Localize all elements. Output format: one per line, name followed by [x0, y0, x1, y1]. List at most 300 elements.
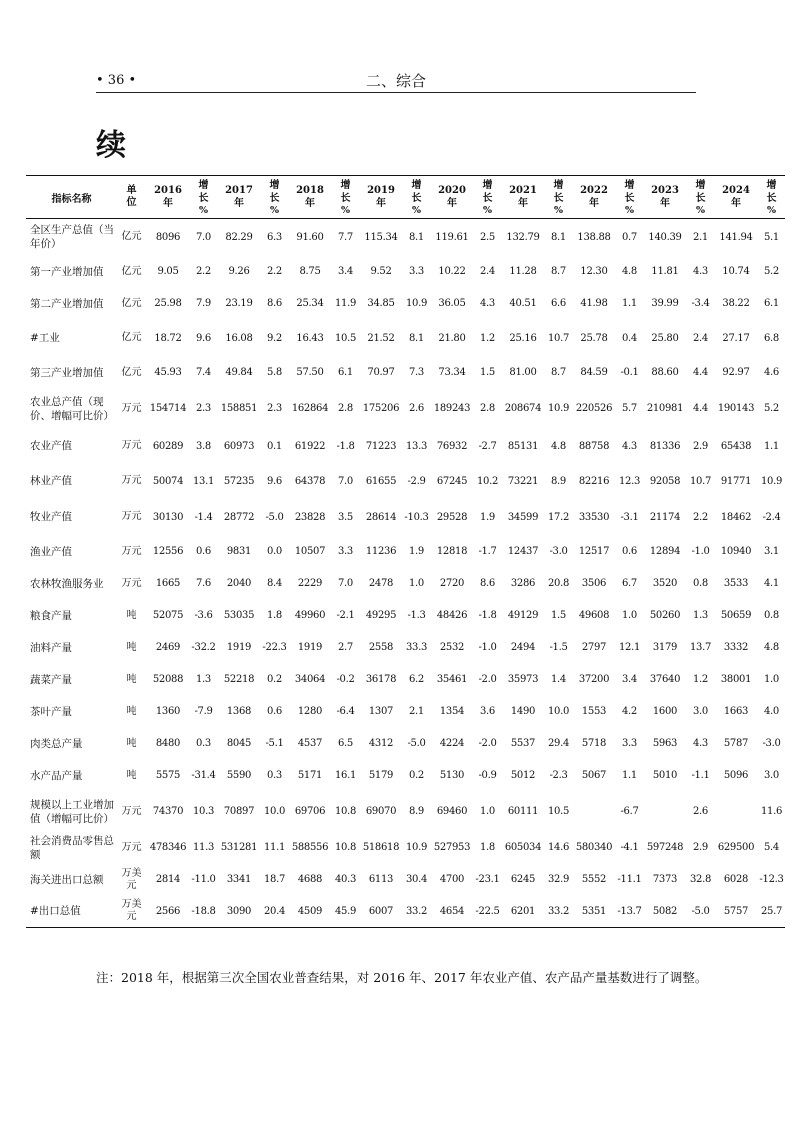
value-cell: 6245 [510, 874, 536, 885]
value-cell: 38001 [720, 674, 752, 685]
growth-cell: 10.8 [334, 842, 357, 853]
header-year: 2017 年 [217, 176, 261, 219]
growth-cell: 8.9 [550, 475, 566, 487]
unit-cell: 万元 [121, 805, 142, 817]
growth-cell: -2.0 [478, 674, 497, 685]
growth-cell: 1.3 [692, 610, 708, 621]
value-cell: 25.16 [509, 332, 537, 344]
indicator-name: 蔬菜产量 [30, 673, 72, 686]
growth-cell: 6.8 [763, 332, 779, 344]
growth-cell: 0.6 [621, 546, 637, 557]
value-cell: 39.99 [651, 298, 679, 309]
table-row [26, 499, 785, 536]
value-cell: 5590 [226, 770, 252, 781]
growth-cell: 7.3 [408, 367, 424, 378]
unit-cell: 万元 [121, 545, 142, 557]
value-cell: 92.97 [722, 367, 750, 378]
value-cell: 2558 [368, 642, 394, 653]
growth-cell: 0.3 [266, 770, 282, 781]
growth-cell: 2.3 [266, 403, 282, 414]
table-row [26, 896, 785, 928]
indicator-name: #出口总值 [26, 896, 117, 928]
growth-cell: 9.6 [195, 332, 211, 344]
unit-cell: 万元 [121, 475, 142, 486]
value-cell: 5787 [723, 738, 749, 749]
value-cell: 10.74 [722, 266, 750, 277]
value-cell: 1307 [368, 706, 394, 717]
growth-cell: -3.1 [620, 511, 639, 523]
growth-cell: 0.2 [408, 770, 424, 781]
table-row [26, 464, 785, 499]
value-cell: 141.94 [719, 231, 753, 243]
value-cell: 38.22 [722, 298, 750, 309]
growth-cell: 0.2 [266, 674, 282, 685]
growth-cell: 10.7 [689, 475, 712, 487]
growth-cell: 2.2 [266, 266, 282, 277]
growth-cell: 2.8 [479, 403, 495, 414]
growth-cell: 3.3 [337, 546, 353, 557]
growth-cell: 10.3 [192, 806, 215, 817]
value-cell: 50074 [152, 475, 184, 487]
growth-cell: 2.9 [692, 842, 708, 853]
value-cell: 1368 [226, 706, 252, 717]
table-row [26, 256, 785, 288]
table-row [26, 219, 785, 256]
growth-cell: -1.4 [194, 511, 213, 523]
growth-cell: 5.1 [763, 231, 779, 243]
value-cell: 1600 [652, 706, 678, 717]
header-rule [96, 92, 696, 93]
growth-cell: 6.2 [408, 674, 424, 685]
value-cell: 140.39 [648, 231, 682, 243]
growth-cell: 25.7 [758, 896, 785, 928]
value-cell: 2229 [297, 578, 323, 589]
value-cell: 12437 [507, 546, 539, 557]
growth-cell: -1.5 [549, 642, 568, 653]
growth-cell: 8.9 [408, 806, 424, 817]
unit-cell: 亿元 [121, 332, 142, 343]
value-cell: 41.98 [580, 298, 608, 309]
growth-cell: 45.9 [332, 896, 359, 928]
value-cell: 531281 [220, 842, 258, 853]
page-number: • 36 • [96, 73, 137, 88]
value-cell: 85131 [507, 440, 539, 452]
indicator-name: 油料产量 [30, 641, 72, 654]
unit-cell: 万元 [121, 440, 142, 451]
growth-cell: 10.0 [547, 706, 570, 717]
growth-cell: -22.5 [474, 896, 501, 928]
value-cell: 8480 [155, 738, 181, 749]
value-cell: 5130 [439, 770, 465, 781]
growth-cell: 6.7 [621, 578, 637, 589]
value-cell: 21.52 [367, 332, 395, 344]
growth-cell: 10.7 [547, 332, 570, 344]
value-cell: 36178 [365, 674, 397, 685]
growth-cell: -1.8 [336, 440, 355, 452]
value-cell: 1553 [581, 706, 607, 717]
value-cell: 629500 [717, 842, 755, 853]
value-cell: 37200 [578, 674, 610, 685]
value-cell: 2494 [510, 642, 536, 653]
growth-cell: 3.6 [479, 706, 495, 717]
growth-cell: 8.1 [408, 231, 424, 243]
value-cell: 57.50 [296, 367, 324, 378]
growth-cell: 11.9 [334, 298, 357, 309]
growth-cell: 3.8 [195, 440, 211, 452]
growth-cell: 10.9 [405, 298, 428, 309]
value-cell: 5171 [297, 770, 323, 781]
growth-cell: 10.9 [547, 403, 570, 414]
value-cell: 3520 [652, 578, 678, 589]
value-cell: 69070 [365, 806, 397, 817]
value-cell: 605034 [504, 842, 542, 853]
growth-cell: 2.4 [479, 266, 495, 277]
value-cell: 10507 [294, 546, 326, 557]
growth-cell: 5.2 [763, 266, 779, 277]
value-cell: 60111 [507, 806, 539, 817]
footnote: 注：2018 年，根据第三次全国农业普查结果，对 2016 年、2017 年农业产值、农产品产量基数进行了调整。 [96, 970, 708, 985]
growth-cell: 7.0 [195, 231, 211, 243]
growth-cell: 2.3 [195, 403, 211, 414]
table-row [26, 357, 785, 389]
value-cell: 138.88 [577, 231, 611, 243]
value-cell: 25.80 [651, 332, 679, 344]
growth-cell: 1.8 [479, 842, 495, 853]
indicator-name: #工业 [30, 332, 60, 344]
value-cell: 1360 [155, 706, 181, 717]
table-row [26, 832, 785, 864]
table-row [26, 728, 785, 760]
growth-cell: 33.2 [545, 896, 572, 928]
growth-cell: -1.3 [407, 610, 426, 621]
table-header-row [26, 176, 785, 219]
growth-cell: 4.3 [479, 298, 495, 309]
growth-cell: 8.7 [550, 266, 566, 277]
value-cell [643, 792, 687, 832]
growth-cell: 1.8 [266, 610, 282, 621]
growth-cell: 5.8 [266, 367, 282, 378]
indicator-name: 牧业产值 [30, 511, 72, 523]
unit-cell: 吨 [126, 641, 137, 653]
value-cell: 7373 [652, 874, 678, 885]
value-cell: 18.72 [154, 332, 182, 344]
growth-cell: 5.2 [763, 403, 779, 414]
growth-cell: 8.7 [550, 367, 566, 378]
value-cell: 35973 [507, 674, 539, 685]
growth-cell: 2.8 [337, 403, 353, 414]
growth-cell: 4.6 [763, 367, 779, 378]
growth-cell: 3.3 [408, 266, 424, 277]
value-cell: 28614 [365, 511, 397, 523]
growth-cell: -2.9 [407, 475, 426, 487]
growth-cell: 8.4 [266, 578, 282, 589]
indicator-name: 渔业产值 [30, 545, 72, 558]
growth-cell: -1.0 [478, 642, 497, 653]
value-cell: 10.22 [438, 266, 466, 277]
value-cell: 88758 [578, 440, 610, 452]
value-cell: 37640 [649, 674, 681, 685]
value-cell: 9.52 [370, 266, 392, 277]
growth-cell: -5.0 [407, 738, 426, 749]
growth-cell: 3.5 [337, 511, 353, 523]
value-cell: 527953 [433, 842, 471, 853]
growth-cell: 0.8 [763, 610, 779, 621]
value-cell: 61922 [294, 440, 326, 452]
growth-cell: 0.6 [195, 546, 211, 557]
growth-cell: 2.9 [692, 440, 708, 452]
growth-cell: -5.0 [265, 511, 284, 523]
value-cell: 3332 [723, 642, 749, 653]
unit-cell: 万美元 [121, 867, 142, 891]
value-cell: 5010 [652, 770, 678, 781]
value-cell: 8045 [226, 738, 252, 749]
value-cell: 6201 [501, 896, 545, 928]
table-row [26, 792, 785, 832]
growth-cell: 2.1 [408, 706, 424, 717]
unit-cell: 亿元 [121, 231, 142, 243]
growth-cell: -3.0 [549, 546, 568, 557]
growth-cell: 7.6 [195, 578, 211, 589]
value-cell: 2478 [368, 578, 394, 589]
header-growth-pct: 增 长 % [758, 176, 785, 219]
growth-cell: 5.4 [763, 842, 779, 853]
table-row [26, 760, 785, 792]
value-cell: 69706 [294, 806, 326, 817]
value-cell: 49.84 [225, 367, 253, 378]
value-cell: 5757 [714, 896, 758, 928]
value-cell: 154714 [149, 403, 187, 414]
value-cell: 8.75 [299, 266, 321, 277]
growth-cell: 3.4 [621, 674, 637, 685]
growth-cell: 0.0 [266, 546, 282, 557]
growth-cell: 10.9 [760, 475, 783, 487]
table-row [26, 429, 785, 464]
value-cell: 597248 [646, 842, 684, 853]
value-cell: 1354 [439, 706, 465, 717]
growth-cell: -32.2 [191, 642, 216, 653]
value-cell: 5096 [723, 770, 749, 781]
growth-cell: 2.6 [408, 403, 424, 414]
growth-cell: -4.1 [620, 842, 639, 853]
growth-cell: -2.0 [478, 738, 497, 749]
growth-cell: 1.0 [763, 674, 779, 685]
running-header [96, 70, 696, 90]
value-cell: 580340 [575, 842, 613, 853]
unit-cell: 吨 [126, 737, 137, 749]
growth-cell: 2.1 [692, 231, 708, 243]
growth-cell: -1.0 [691, 546, 710, 557]
value-cell: 21.80 [438, 332, 466, 344]
growth-cell: 8.1 [550, 231, 566, 243]
growth-cell: 18.7 [263, 874, 286, 885]
value-cell: 34599 [507, 511, 539, 523]
growth-cell: 10.9 [405, 842, 428, 853]
growth-cell: 7.9 [195, 298, 211, 309]
table-row [26, 389, 785, 429]
header-growth-pct: 增 长 % [616, 176, 643, 219]
growth-cell: 4.3 [692, 266, 708, 277]
growth-cell: 7.0 [337, 578, 353, 589]
value-cell: 70897 [223, 806, 255, 817]
value-cell: 2566 [146, 896, 190, 928]
growth-cell: 0.4 [621, 332, 637, 344]
value-cell [714, 792, 758, 832]
value-cell: 30130 [152, 511, 184, 523]
value-cell: 52075 [152, 610, 184, 621]
value-cell: 1663 [723, 706, 749, 717]
growth-cell: 1.1 [621, 770, 637, 781]
growth-cell: 2.2 [692, 511, 708, 523]
value-cell: 5552 [581, 874, 607, 885]
table-row [26, 600, 785, 632]
growth-cell: 2.2 [195, 266, 211, 277]
indicator-name: 第一产业增加值 [30, 265, 104, 278]
value-cell: 65438 [720, 440, 752, 452]
value-cell: 9.26 [228, 266, 250, 277]
value-cell: 1919 [226, 642, 252, 653]
value-cell: 220526 [575, 403, 613, 414]
growth-cell: 11.1 [263, 842, 286, 853]
header-year: 2021 年 [501, 176, 545, 219]
header-growth-pct: 增 长 % [332, 176, 359, 219]
value-cell: 81336 [649, 440, 681, 452]
value-cell: 25.98 [154, 298, 182, 309]
value-cell: 35461 [436, 674, 468, 685]
growth-cell: 10.5 [334, 332, 357, 344]
value-cell: 23.19 [225, 298, 253, 309]
growth-cell: 32.8 [689, 874, 712, 885]
value-cell: 1919 [297, 642, 323, 653]
unit-cell: 吨 [126, 673, 137, 685]
growth-cell: 6.3 [266, 231, 282, 243]
value-cell: 11236 [365, 546, 397, 557]
header-year: 2016 年 [146, 176, 190, 219]
value-cell: 21174 [649, 511, 681, 523]
growth-cell: 12.3 [618, 475, 641, 487]
growth-cell: 11.3 [192, 842, 215, 853]
value-cell: 28772 [223, 511, 255, 523]
growth-cell: -10.3 [404, 511, 429, 523]
growth-cell: -23.1 [475, 874, 500, 885]
value-cell: 4537 [297, 738, 323, 749]
value-cell: 3286 [510, 578, 536, 589]
growth-cell: -11.0 [191, 874, 216, 885]
growth-cell: -3.6 [194, 610, 213, 621]
value-cell: 40.51 [509, 298, 537, 309]
growth-cell: 29.4 [547, 738, 570, 749]
indicator-name: 农业产值 [30, 440, 72, 452]
growth-cell: 16.1 [334, 770, 357, 781]
indicator-name: 农林牧渔服务业 [30, 577, 104, 590]
value-cell: 175206 [362, 403, 400, 414]
value-cell: 57235 [223, 475, 255, 487]
growth-cell: -3.4 [691, 298, 710, 309]
indicator-name: 茶叶产量 [30, 705, 72, 718]
value-cell: 4312 [368, 738, 394, 749]
value-cell: 1665 [155, 578, 181, 589]
growth-cell: 7.7 [337, 231, 353, 243]
table-row [26, 320, 785, 357]
growth-cell: 9.2 [266, 332, 282, 344]
header-growth-pct: 增 长 % [474, 176, 501, 219]
value-cell: 5351 [572, 896, 616, 928]
growth-cell: 14.6 [547, 842, 570, 853]
growth-cell: 1.1 [621, 298, 637, 309]
growth-cell: 33.3 [405, 642, 428, 653]
value-cell: 34.85 [367, 298, 395, 309]
value-cell: 11.28 [509, 266, 537, 277]
indicator-name: 粮食产量 [30, 609, 72, 622]
header-year: 2018 年 [288, 176, 332, 219]
growth-cell: 12.1 [618, 642, 641, 653]
growth-cell: 13.7 [689, 642, 712, 653]
growth-cell: -2.4 [762, 511, 781, 523]
growth-cell: 5.7 [621, 403, 637, 414]
growth-cell: 4.4 [692, 367, 708, 378]
growth-cell: 2.7 [337, 642, 353, 653]
growth-cell: 2.6 [692, 806, 708, 817]
value-cell: 2532 [439, 642, 465, 653]
value-cell: 73.34 [438, 367, 466, 378]
value-cell: 27.17 [722, 332, 750, 344]
value-cell: 3090 [217, 896, 261, 928]
value-cell: 82216 [578, 475, 610, 487]
value-cell: 52218 [223, 674, 255, 685]
value-cell: 81.00 [509, 367, 537, 378]
growth-cell: 33.2 [403, 896, 430, 928]
table-row [26, 632, 785, 664]
growth-cell: 30.4 [405, 874, 428, 885]
growth-cell: -1.1 [691, 770, 710, 781]
value-cell: 115.34 [364, 231, 398, 243]
value-cell: 49129 [507, 610, 539, 621]
growth-cell: -31.4 [191, 770, 216, 781]
growth-cell: 6.6 [550, 298, 566, 309]
value-cell: 61655 [365, 475, 397, 487]
value-cell: 71223 [365, 440, 397, 452]
growth-cell: 8.6 [479, 578, 495, 589]
statistics-table [26, 175, 785, 928]
indicator-name: 水产品产量 [30, 769, 83, 782]
value-cell: 52088 [152, 674, 184, 685]
growth-cell: 11.6 [760, 806, 783, 817]
value-cell: 48426 [436, 610, 468, 621]
value-cell: 49608 [578, 610, 610, 621]
value-cell: 4224 [439, 738, 465, 749]
value-cell: 1490 [510, 706, 536, 717]
value-cell: 88.60 [651, 367, 679, 378]
value-cell: 92058 [649, 475, 681, 487]
value-cell: 3179 [652, 642, 678, 653]
growth-cell: 0.3 [195, 738, 211, 749]
growth-cell: 1.0 [479, 806, 495, 817]
section-title: 二、综合 [365, 72, 426, 90]
growth-cell: -22.3 [262, 642, 287, 653]
table-row [26, 288, 785, 320]
growth-cell: 6.1 [337, 367, 353, 378]
value-cell: 49295 [365, 610, 397, 621]
indicator-name: 社会消费品零售总额 [30, 834, 114, 861]
growth-cell: -0.1 [620, 367, 639, 378]
unit-cell: 吨 [126, 769, 137, 781]
value-cell: 478346 [149, 842, 187, 853]
header-year: 2023 年 [643, 176, 687, 219]
growth-cell: 0.8 [692, 578, 708, 589]
unit-cell: 吨 [126, 705, 137, 717]
value-cell: 1280 [297, 706, 323, 717]
value-cell: 12556 [152, 546, 184, 557]
value-cell: 76932 [436, 440, 468, 452]
